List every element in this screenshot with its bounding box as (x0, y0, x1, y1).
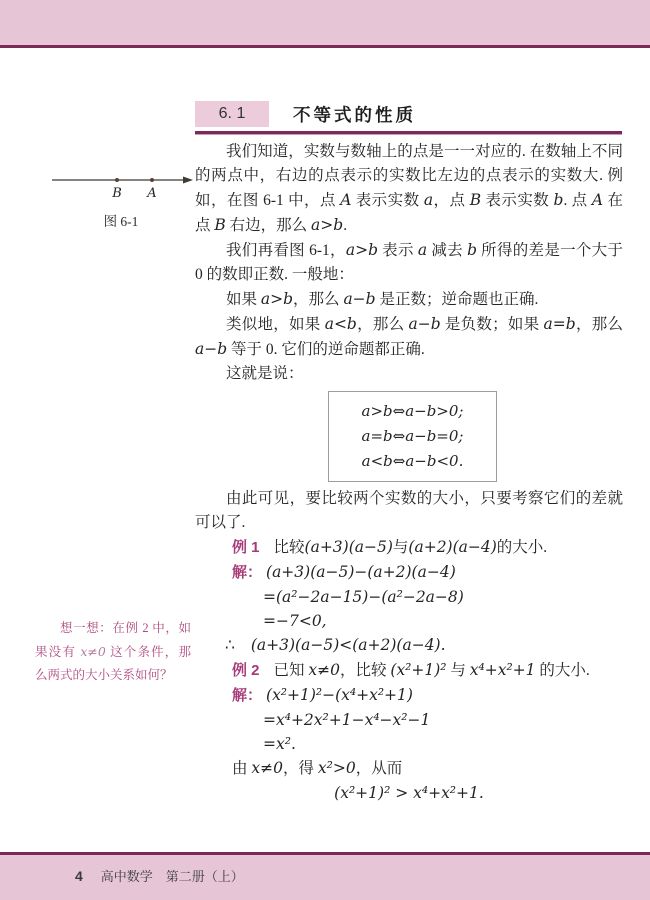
number-line-graphic (45, 167, 197, 201)
page-number: 4 (75, 868, 83, 884)
main-text-column (195, 140, 623, 805)
example1-label: 例 1 (232, 539, 260, 556)
example1-solve-line (195, 560, 623, 585)
point-a-label: A (147, 186, 157, 201)
example1-solve-label: 解： (232, 564, 263, 581)
top-header-band (0, 0, 650, 46)
formula-greater: a>b⇔a−b>0; (361, 402, 464, 420)
example2-title-line (195, 658, 623, 683)
paragraph-intro: 我们知道，实数与数轴上的点是一一对应的. 在数轴上不同的两点中，右边的点表示的实数比左边的点表示的实数大. 例如，在图 6-1 中，点 A 表示实数 a，点 B 表示实数 b. 点 A 在点 B 右边，那么 a>b. (195, 143, 623, 234)
section-title-rule (195, 131, 622, 135)
paragraph-positive-case: 如果 a>b，那么 a−b 是正数；逆命题也正确. (226, 290, 539, 308)
example2-solve-line (195, 683, 623, 708)
example1-problem: 比较(a+3)(a−5)与(a+2)(a−4)的大小. (273, 538, 548, 556)
top-header-rule (0, 45, 650, 48)
margin-think-note: 想一想：在例 2 中，如果没有 x≠0 这个条件，那么两式的大小关系如何？ (35, 621, 191, 682)
section-header (195, 101, 623, 127)
figure-caption: 图 6-1 (103, 214, 139, 229)
example1-step2: =(a²−2a−15)−(a²−2a−8) (263, 588, 464, 606)
formula-less: a<b⇔a−b<0. (361, 452, 464, 470)
therefore-symbol: ∴ (225, 637, 235, 654)
number-line-figure (45, 167, 197, 230)
paragraph-that-is: 这就是说： (226, 365, 304, 382)
paragraph-conclusion: 由此可见，要比较两个实数的大小，只要考察它们的差就可以了. (195, 490, 623, 531)
example1-conclusion-line (195, 633, 623, 658)
example1-conclusion: (a+3)(a−5)<(a+2)(a−4). (250, 636, 446, 654)
book-title: 高中数学 第二册（上） (100, 869, 244, 884)
example1-title-line (195, 535, 623, 560)
example2-tail-line: 由 x≠0，得 x²>0，从而 (232, 759, 403, 777)
section-number-badge: 6. 1 (195, 101, 269, 127)
example2-problem: 已知 x≠0，比较 (x²+1)² 与 x⁴+x²+1 的大小. (273, 661, 590, 679)
example2-step3: =x². (263, 735, 296, 753)
paragraph-difference: 我们再看图 6-1，a>b 表示 a 减去 b 所得的差是一个大于 0 的数即正数. 一般地： (195, 241, 623, 283)
example1-step3: =−7<0, (263, 612, 327, 630)
section-title: 不等式的性质 (293, 104, 416, 125)
example2-label: 例 2 (232, 662, 260, 679)
point-b-dot (115, 178, 119, 182)
paragraph-negative-case: 类似地，如果 a<b，那么 a−b 是负数；如果 a=b，那么 a−b 等于 0. 它们的逆命题都正确. (195, 315, 623, 358)
point-a-dot (150, 178, 154, 182)
footer (75, 866, 244, 885)
example1-step1: (a+3)(a−5)−(a+2)(a−4) (266, 563, 456, 581)
example2-solve-label: 解： (232, 687, 263, 704)
point-b-label: B (112, 186, 122, 201)
example2-step1: (x²+1)²−(x⁴+x²+1) (266, 686, 413, 704)
equivalence-formula-box (328, 391, 497, 482)
example2-final-result: (x²+1)² > x⁴+x²+1. (334, 784, 484, 802)
formula-equal: a=b⇔a−b=0; (361, 427, 464, 445)
example2-step2: =x⁴+2x²+1−x⁴−x²−1 (263, 711, 431, 729)
number-line-arrowhead-icon (183, 177, 193, 184)
